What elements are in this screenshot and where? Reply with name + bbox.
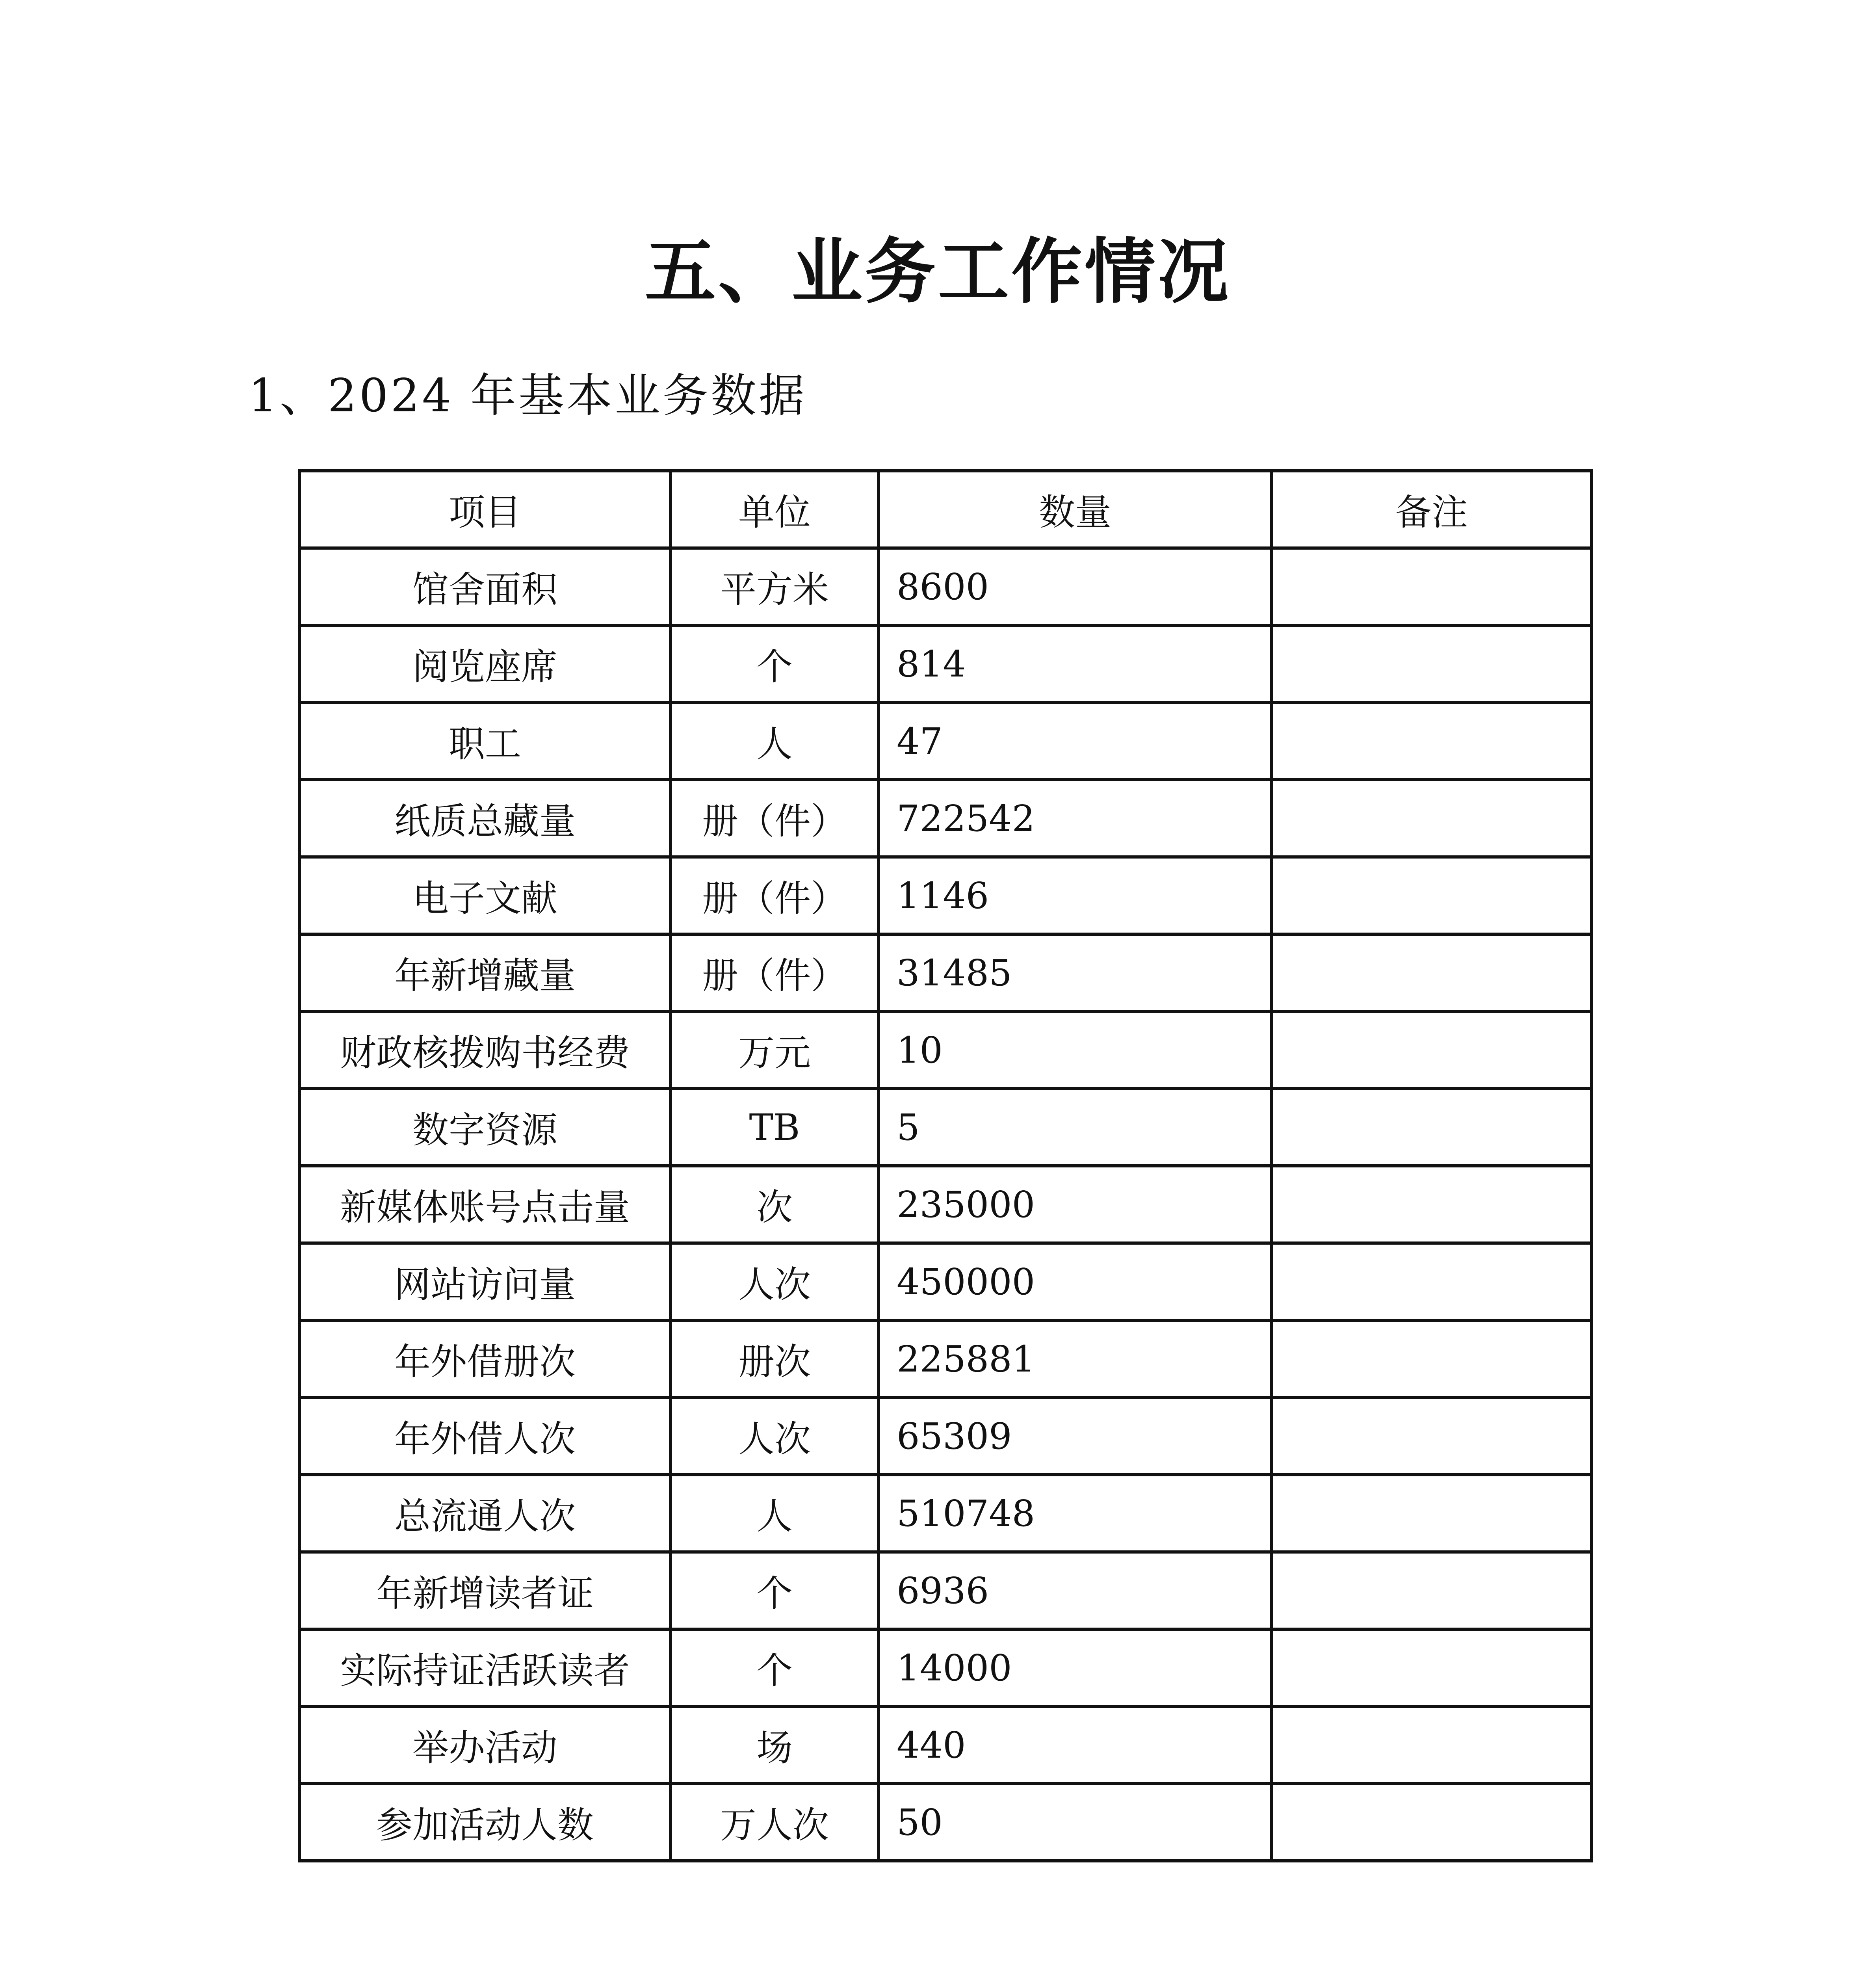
cell-quantity: 450000: [879, 1243, 1272, 1320]
cell-note: [1272, 1243, 1592, 1320]
cell-quantity: 65309: [879, 1398, 1272, 1475]
cell-note: [1272, 857, 1592, 934]
table-row: [299, 1011, 1592, 1089]
table-row: [299, 1166, 1592, 1243]
cell-note: [1272, 625, 1592, 703]
table-row: [299, 1243, 1592, 1320]
cell-unit: 万元: [671, 1011, 879, 1089]
cell-item: 馆舍面积: [299, 548, 671, 625]
cell-item: 参加活动人数: [299, 1784, 671, 1861]
cell-note: [1272, 780, 1592, 857]
cell-item: 年外借人次: [299, 1398, 671, 1475]
table-row: [299, 1320, 1592, 1398]
cell-unit: 人次: [671, 1243, 879, 1320]
cell-unit: 册次: [671, 1320, 879, 1398]
cell-unit: 场: [671, 1706, 879, 1784]
cell-quantity: 50: [879, 1784, 1272, 1861]
cell-unit: 个: [671, 1629, 879, 1706]
cell-note: [1272, 703, 1592, 780]
cell-note: [1272, 548, 1592, 625]
cell-note: [1272, 934, 1592, 1011]
cell-quantity: 235000: [879, 1166, 1272, 1243]
cell-quantity: 722542: [879, 780, 1272, 857]
cell-quantity: 10: [879, 1011, 1272, 1089]
cell-unit: 次: [671, 1166, 879, 1243]
cell-item: 阅览座席: [299, 625, 671, 703]
header-note: 备注: [1272, 471, 1592, 548]
cell-quantity: 47: [879, 703, 1272, 780]
cell-unit: 个: [671, 625, 879, 703]
cell-note: [1272, 1320, 1592, 1398]
cell-quantity: 225881: [879, 1320, 1272, 1398]
table-row: [299, 934, 1592, 1011]
cell-quantity: 814: [879, 625, 1272, 703]
header-unit: 单位: [671, 471, 879, 548]
business-data-table: [298, 469, 1593, 1862]
cell-quantity: 1146: [879, 857, 1272, 934]
table-header-row: [299, 471, 1592, 548]
cell-note: [1272, 1475, 1592, 1552]
cell-item: 数字资源: [299, 1089, 671, 1166]
cell-note: [1272, 1784, 1592, 1861]
cell-item: 纸质总藏量: [299, 780, 671, 857]
table-row: [299, 1398, 1592, 1475]
section-heading: 1、2024 年基本业务数据: [248, 369, 807, 422]
table-row: [299, 1089, 1592, 1166]
page-title: 五、业务工作情况: [645, 230, 1231, 313]
cell-note: [1272, 1166, 1592, 1243]
table-row: [299, 1475, 1592, 1552]
cell-note: [1272, 1089, 1592, 1166]
cell-unit: 人: [671, 703, 879, 780]
cell-quantity: 5: [879, 1089, 1272, 1166]
table-row: [299, 1784, 1592, 1861]
cell-quantity: 14000: [879, 1629, 1272, 1706]
table-row: [299, 703, 1592, 780]
table-row: [299, 625, 1592, 703]
cell-quantity: 8600: [879, 548, 1272, 625]
cell-quantity: 510748: [879, 1475, 1272, 1552]
cell-item: 网站访问量: [299, 1243, 671, 1320]
cell-unit: 万人次: [671, 1784, 879, 1861]
cell-note: [1272, 1629, 1592, 1706]
cell-quantity: 440: [879, 1706, 1272, 1784]
cell-unit: 册（件）: [671, 780, 879, 857]
table-row: [299, 780, 1592, 857]
header-item: 项目: [299, 471, 671, 548]
cell-unit: 人: [671, 1475, 879, 1552]
cell-unit: 平方米: [671, 548, 879, 625]
cell-unit: 册（件）: [671, 857, 879, 934]
cell-unit: 册（件）: [671, 934, 879, 1011]
cell-item: 年新增读者证: [299, 1552, 671, 1629]
cell-unit: TB: [671, 1089, 879, 1166]
cell-item: 电子文献: [299, 857, 671, 934]
table-row: [299, 1552, 1592, 1629]
cell-item: 年新增藏量: [299, 934, 671, 1011]
header-quantity: 数量: [879, 471, 1272, 548]
cell-item: 举办活动: [299, 1706, 671, 1784]
table-row: [299, 1629, 1592, 1706]
cell-note: [1272, 1398, 1592, 1475]
cell-quantity: 6936: [879, 1552, 1272, 1629]
cell-item: 财政核拨购书经费: [299, 1011, 671, 1089]
cell-item: 总流通人次: [299, 1475, 671, 1552]
cell-quantity: 31485: [879, 934, 1272, 1011]
cell-item: 职工: [299, 703, 671, 780]
cell-item: 年外借册次: [299, 1320, 671, 1398]
table-row: [299, 857, 1592, 934]
cell-item: 新媒体账号点击量: [299, 1166, 671, 1243]
table-row: [299, 1706, 1592, 1784]
cell-unit: 个: [671, 1552, 879, 1629]
cell-item: 实际持证活跃读者: [299, 1629, 671, 1706]
table-body: [299, 548, 1592, 1861]
cell-note: [1272, 1011, 1592, 1089]
cell-note: [1272, 1706, 1592, 1784]
cell-note: [1272, 1552, 1592, 1629]
table-row: [299, 548, 1592, 625]
cell-unit: 人次: [671, 1398, 879, 1475]
